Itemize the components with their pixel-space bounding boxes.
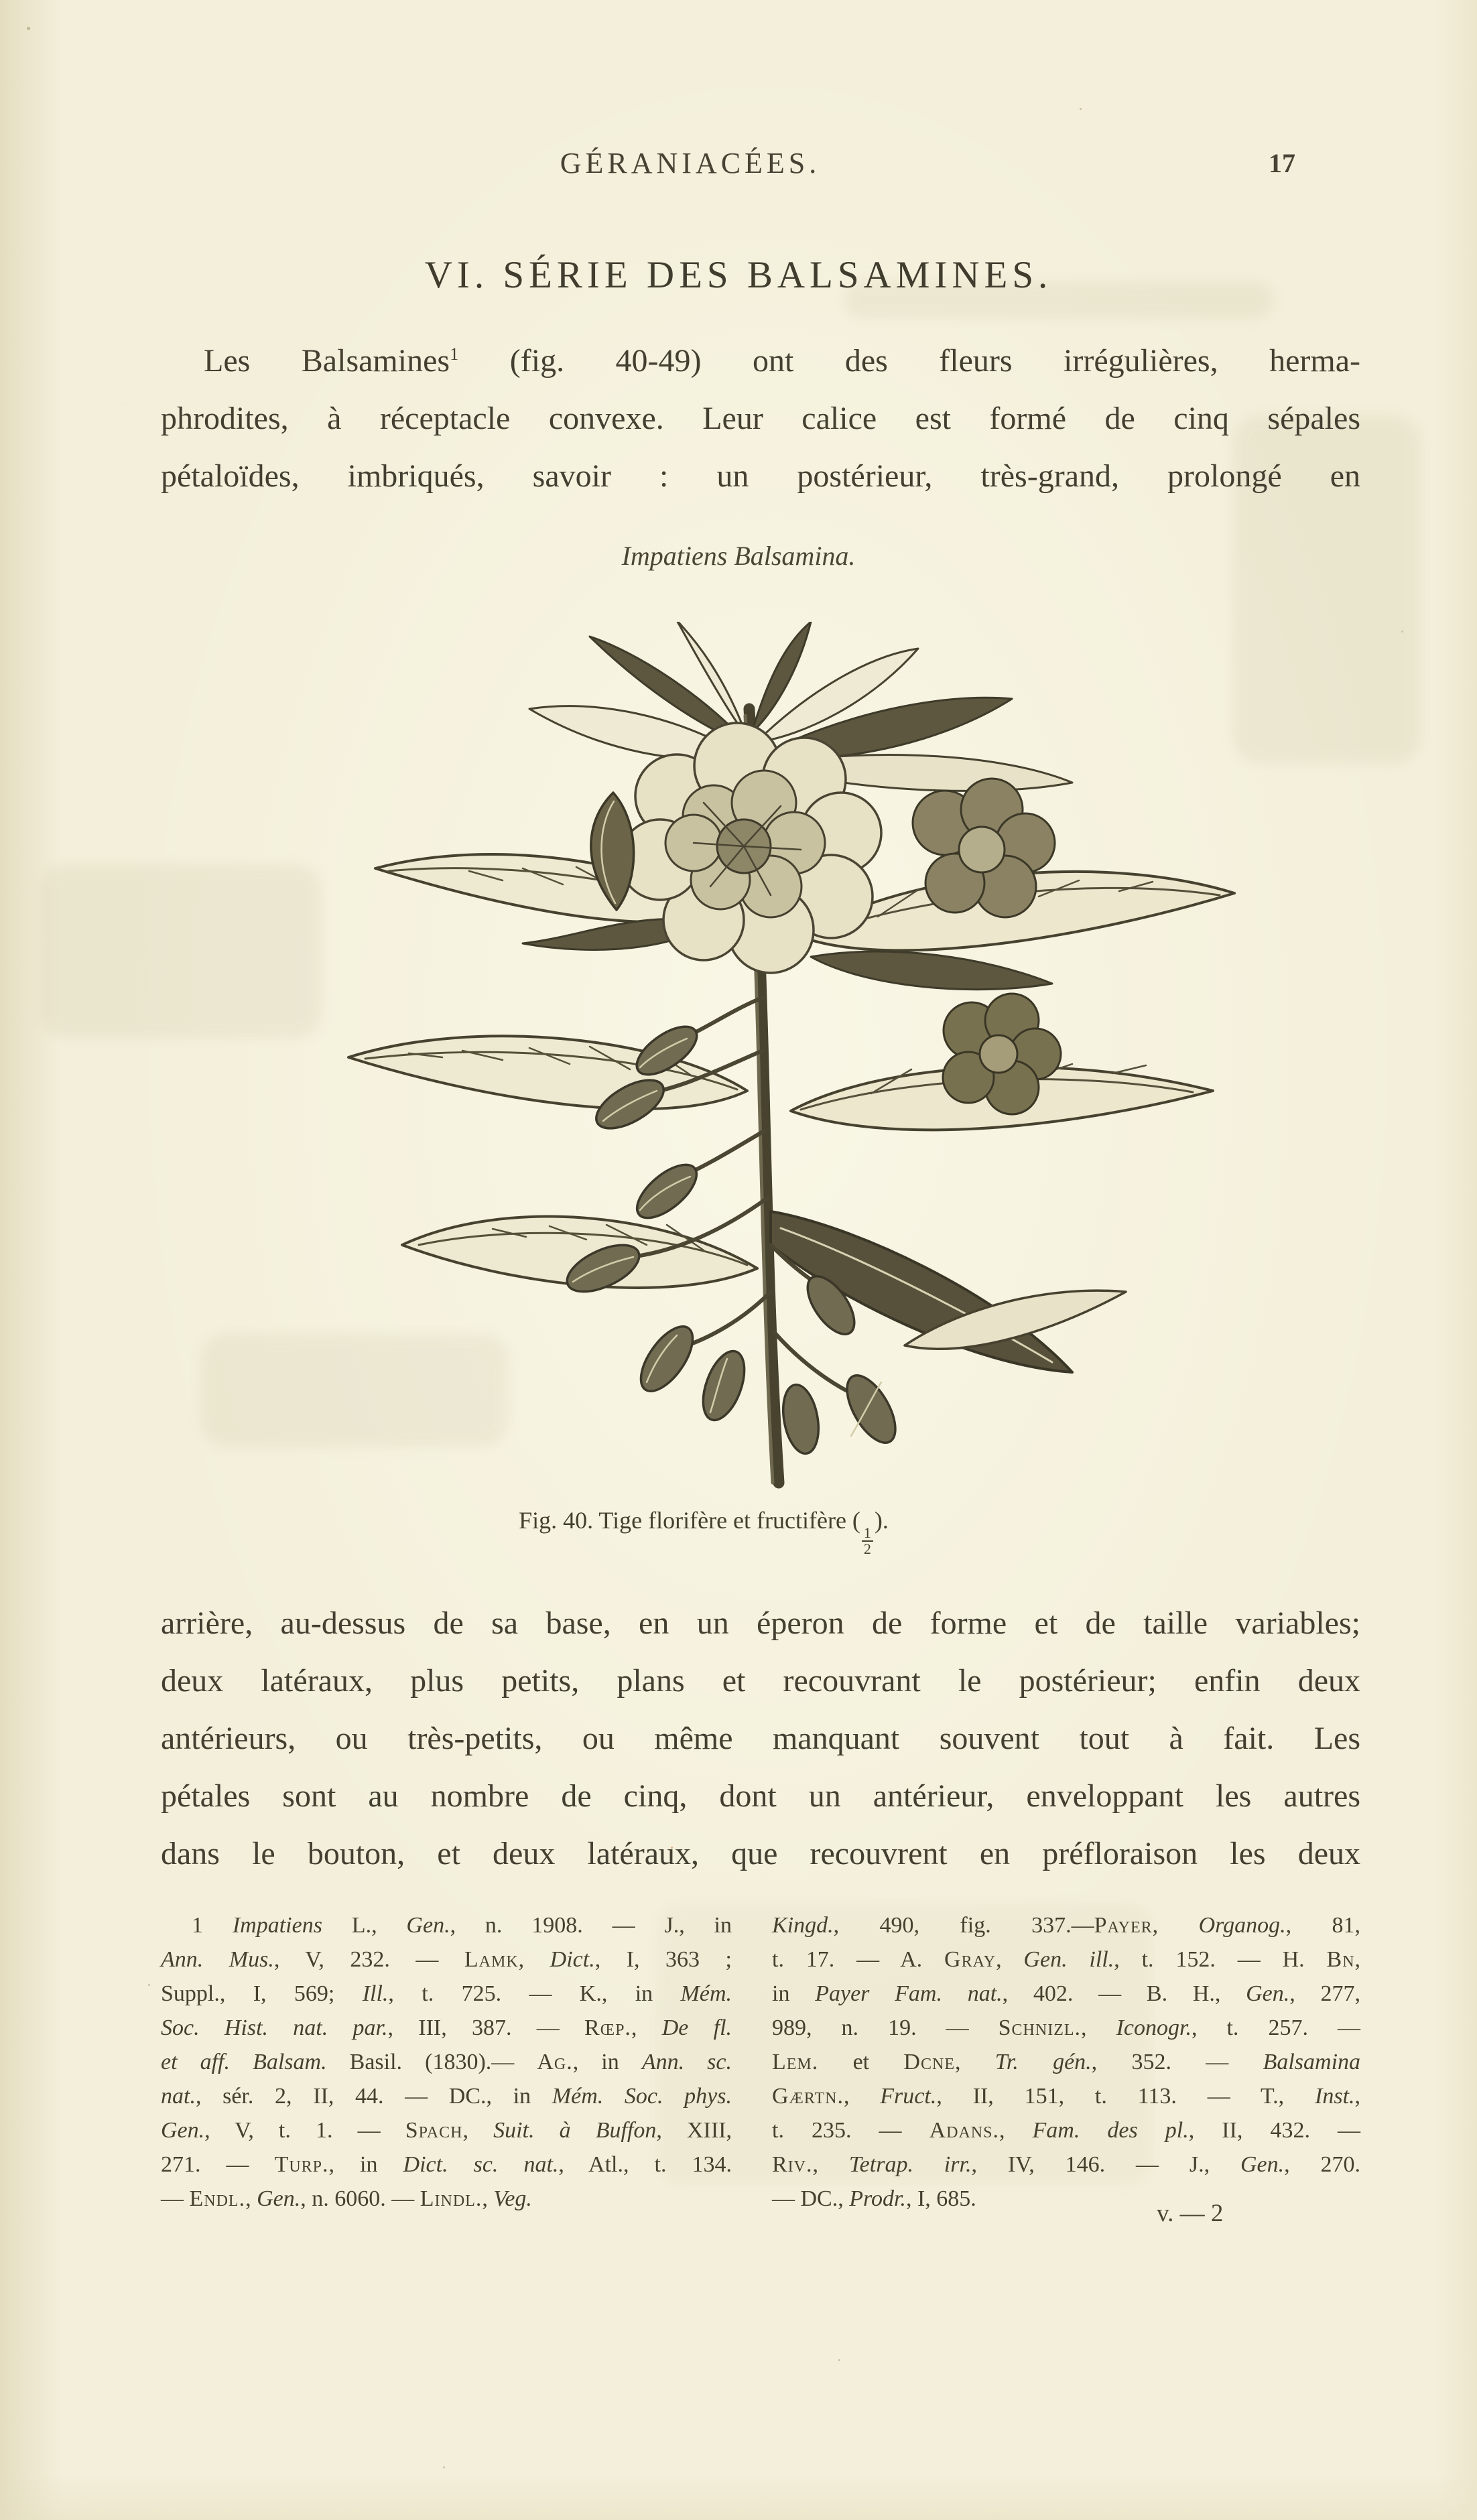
footnote-column-right bbox=[772, 1908, 1360, 2216]
footnote-line: Kingd., 490, fig. 337.—Payer, Organog., 81, bbox=[772, 1913, 1360, 1938]
footnote-line: Gen., V, t. 1. — Spach, Suit. à Buffon, XIII, bbox=[161, 2118, 732, 2143]
footnote-line: Suppl., I, 569; Ill., t. 725. — K., in Mém. bbox=[161, 1981, 732, 2006]
footnote-line: t. 17. — A. Gray, Gen. ill., t. 152. — H. Bn, bbox=[772, 1947, 1361, 1972]
footnote-line: 271. — Turp., in Dict. sc. nat., Atl., t. 134. bbox=[161, 2152, 732, 2177]
figure-caption-text: Fig. 40. Tige florifère et fructifère ( bbox=[519, 1507, 860, 1534]
paragraph-line: Les Balsamines$^1$ (fig. 40-49) ont des fleurs irrégulières, herma- bbox=[204, 343, 1360, 379]
paper-specks bbox=[27, 27, 30, 30]
botanical-illustration bbox=[302, 622, 1240, 1489]
footnote-line: 1 Impatiens L., Gen., n. 1908. — J., in bbox=[192, 1913, 732, 1938]
figure-species-title: Impatiens Balsamina. bbox=[621, 541, 856, 571]
footnote-column-left bbox=[161, 1908, 732, 2216]
section-title: VI. SÉRIE DES BALSAMINES. bbox=[424, 254, 1053, 296]
footnote-line: et aff. Balsam. Basil. (1830).— Ag., in Ann. sc. bbox=[161, 2050, 732, 2074]
footnote-line: Lem. et Dcne, Tr. gén., 352. — Balsamina bbox=[772, 2050, 1361, 2074]
fraction-one-half: $\frac{1}{2}$ bbox=[862, 1526, 873, 1556]
paragraph-line: phrodites, à réceptacle convexe. Leur calice est formé de cinq sépales bbox=[161, 401, 1360, 436]
paragraph-line: arrière, au-dessus de sa base, en un éperon de forme et de taille variables; bbox=[161, 1605, 1360, 1641]
signature-mark: v. — 2 bbox=[1157, 2200, 1224, 2227]
footnote-line: 989, n. 19. — Schnizl., Iconogr., t. 257. — bbox=[772, 2015, 1360, 2040]
page-number: 17 bbox=[1269, 148, 1295, 178]
footnote-line: — DC., Prodr., I, 685. bbox=[772, 2186, 976, 2211]
paragraph-line: pétaloïdes, imbriqués, savoir : un postérieur, très-grand, prolongé en bbox=[161, 458, 1360, 494]
figure-caption bbox=[0, 1506, 1407, 1556]
footnote-line: Riv., Tetrap. irr., IV, 146. — J., Gen., 270. bbox=[772, 2152, 1361, 2177]
paragraph-line: deux latéraux, plus petits, plans et recouvrant le postérieur; enfin deux bbox=[161, 1663, 1360, 1699]
show-through-artifact bbox=[40, 864, 322, 1039]
paragraph-line: dans le bouton, et deux latéraux, que recouvrent en préfloraison les deux bbox=[161, 1836, 1360, 1871]
figure-caption-end: ). bbox=[874, 1507, 889, 1534]
paragraph-intro bbox=[161, 332, 1360, 505]
footnote-line: Soc. Hist. nat. par., III, 387. — Rœp., De fl. bbox=[161, 2015, 732, 2040]
footnote-line: — Endl., Gen., n. 6060. — Lindl., Veg. bbox=[161, 2186, 532, 2211]
paragraph-line: antérieurs, ou très-petits, ou même manquant souvent tout à fait. Les bbox=[161, 1721, 1360, 1756]
footnote-line: nat., sér. 2, II, 44. — DC., in Mém. Soc. phys. bbox=[161, 2084, 732, 2109]
footnote-line: Gærtn., Fruct., II, 151, t. 113. — T., Inst., bbox=[772, 2084, 1361, 2109]
footnote-line: t. 235. — Adans., Fam. des pl., II, 432. — bbox=[772, 2118, 1360, 2143]
footnote-line: Ann. Mus., V, 232. — Lamk, Dict., I, 363 ; bbox=[161, 1947, 732, 1972]
running-header: GÉRANIACÉES. bbox=[560, 147, 821, 180]
paragraph-description bbox=[161, 1595, 1360, 1883]
paragraph-line: pétales sont au nombre de cinq, dont un antérieur, enveloppant les autres bbox=[161, 1778, 1360, 1814]
right-flower bbox=[913, 779, 1055, 917]
impatiens-engraving-svg bbox=[302, 622, 1240, 1489]
footnote-line: in Payer Fam. nat., 402. — B. H., Gen., 277, bbox=[772, 1981, 1361, 2006]
